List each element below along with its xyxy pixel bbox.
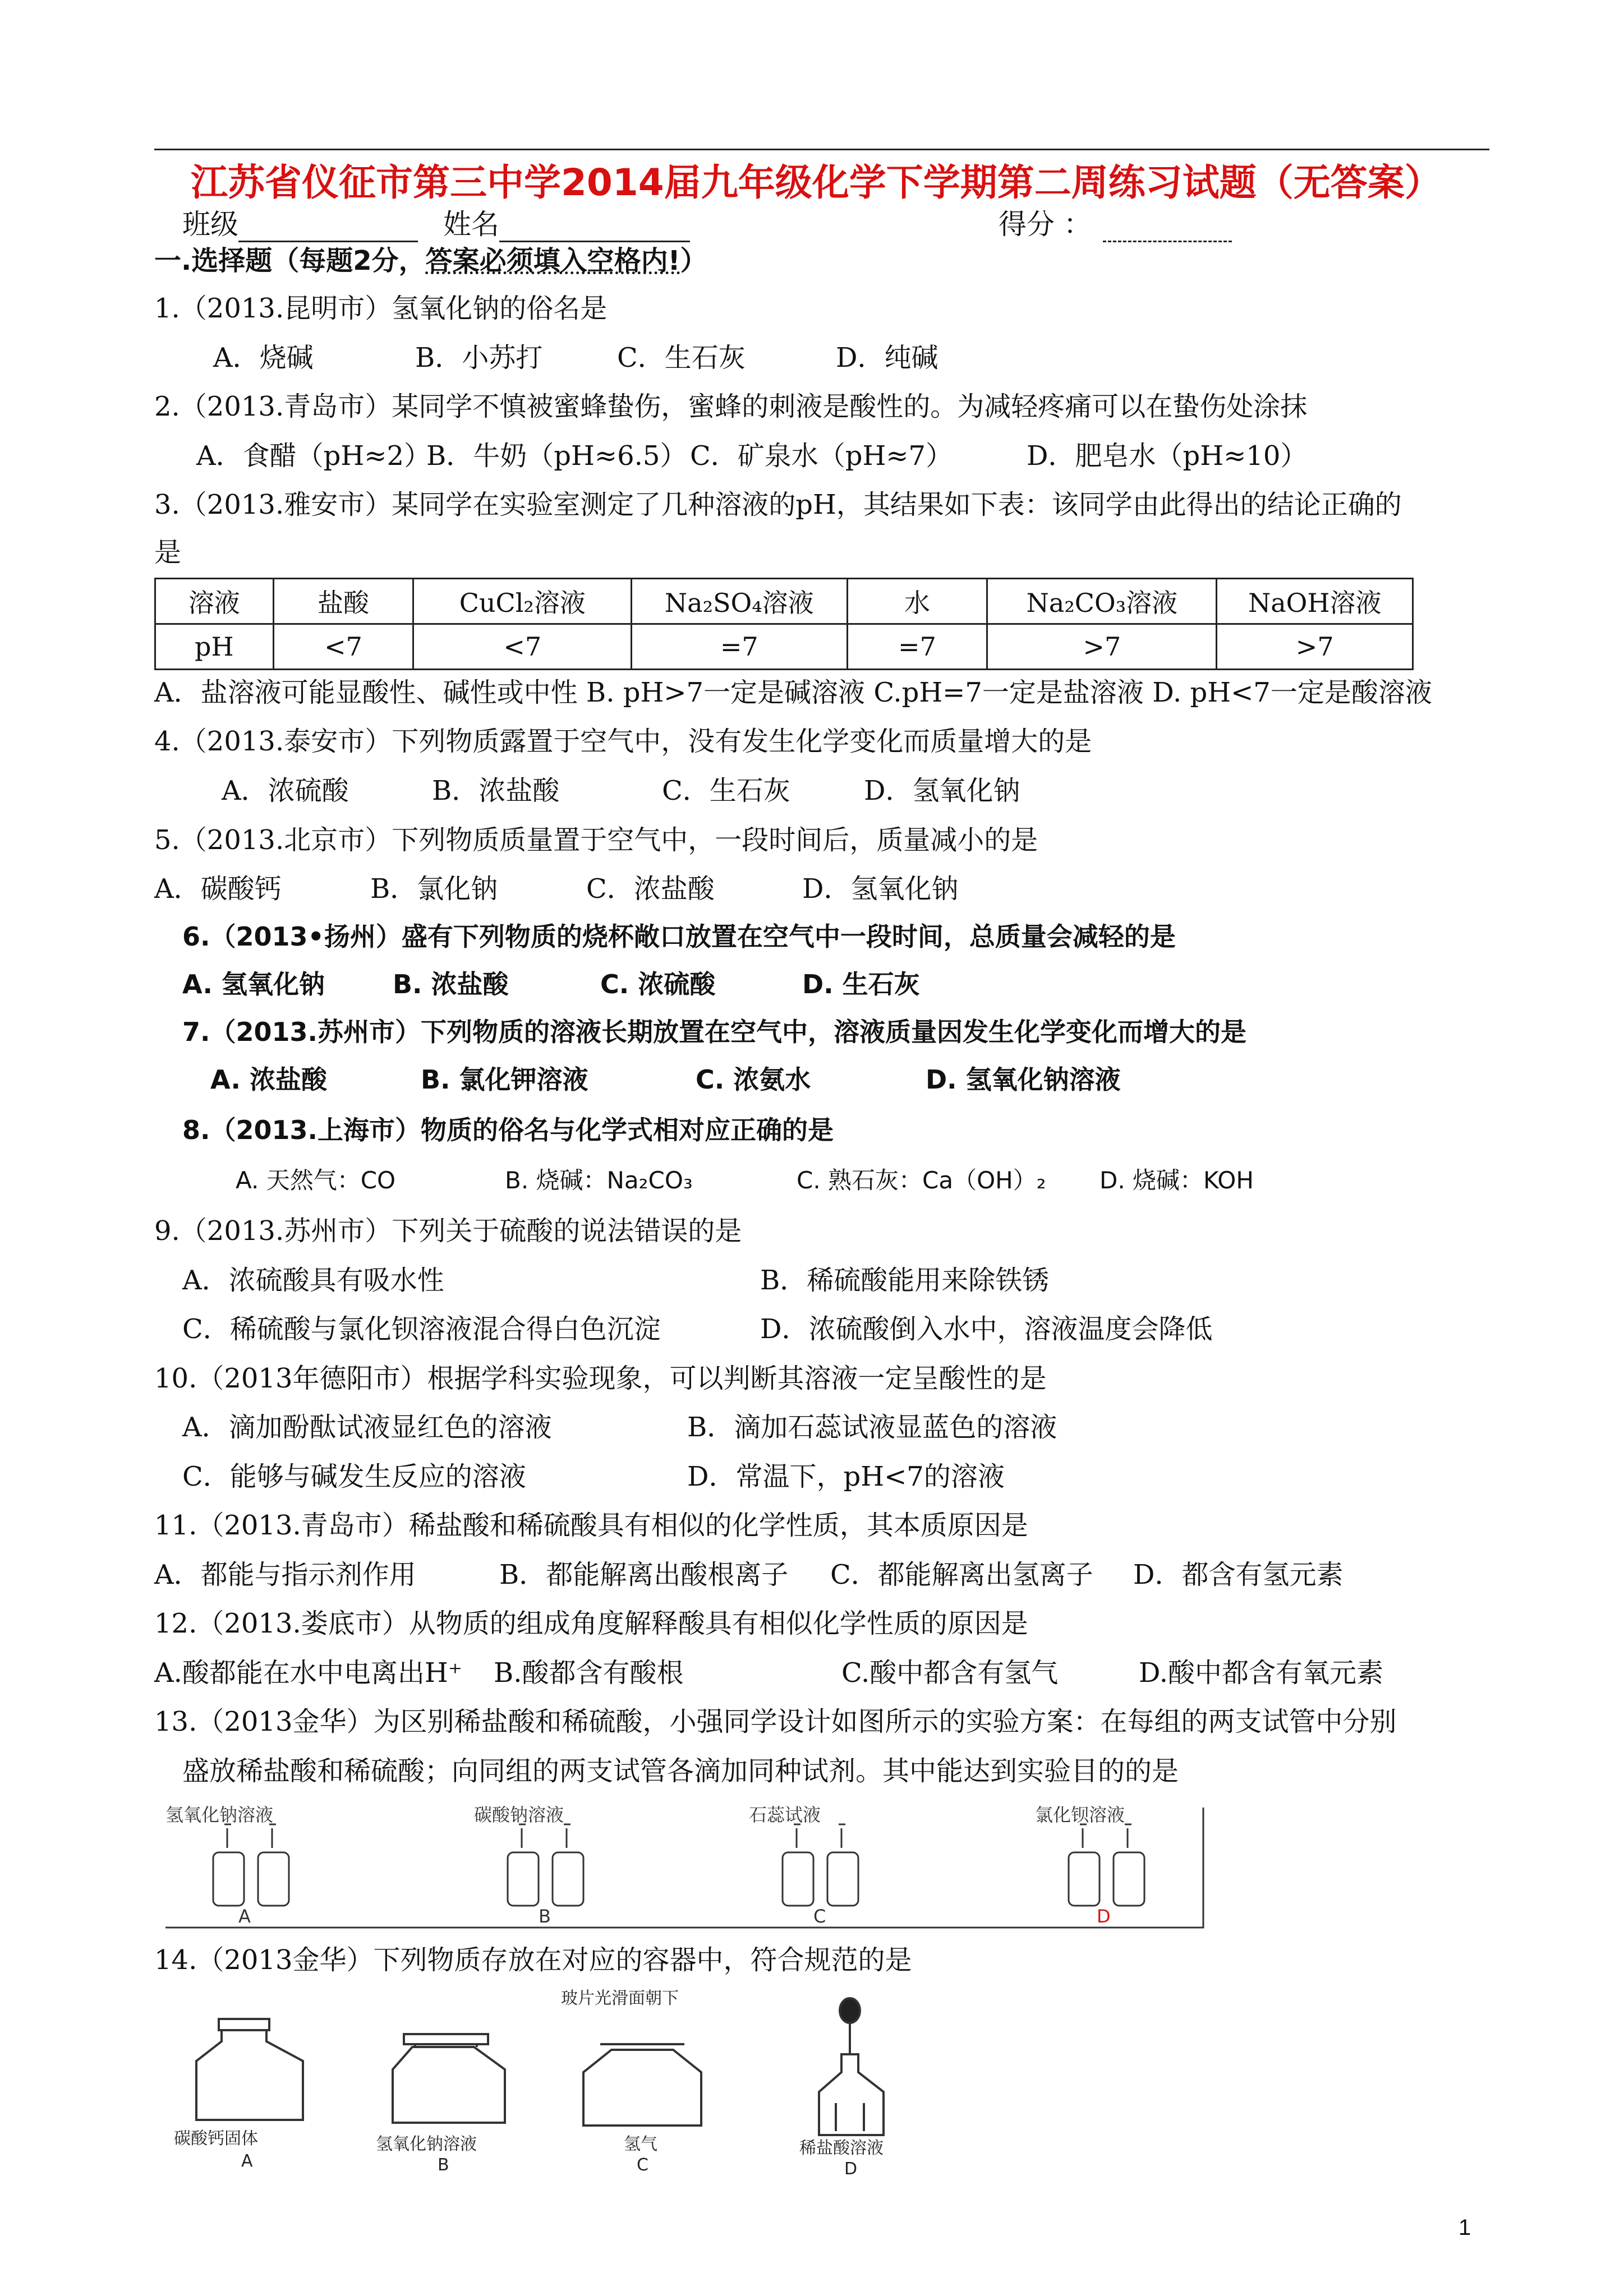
table-row [155,624,1413,670]
q4-option-b[interactable]: B．浓盐酸 [432,775,560,806]
score-blank[interactable] [1103,210,1232,242]
q12-option-b[interactable]: B.酸都含有酸根 [494,1657,684,1689]
q12-option-a[interactable]: A.酸都能在水中电离出H⁺ [154,1657,463,1689]
q6-option-a[interactable]: A. 氢氧化钠 [182,969,325,999]
ph-table [154,578,1414,670]
q10-option-a[interactable]: A．滴加酚酞试液显红色的溶液 [182,1412,552,1443]
q6-stem: 6.（2013•扬州）盛有下列物质的烧杯敞口放置在空气中一段时间，总质量会减轻的是 [182,921,1176,952]
q9-option-c[interactable]: C．稀硫酸与氯化钡溶液混合得白色沉淀 [182,1313,661,1345]
table-cell: 水 [847,579,987,624]
reagent-label: 石蕊试液 [749,1804,821,1825]
q1-option-d[interactable]: D．纯碱 [836,342,938,374]
container-label: 碳酸钙固体 [174,2129,258,2149]
q7-stem: 7.（2013.苏州市）下列物质的溶液长期放置在空气中，溶液质量因发生化学变化而增大的是 [182,1017,1246,1047]
q10-stem: 10.（2013年德阳市）根据学科实验现象，可以判断其溶液一定呈酸性的是 [154,1363,1047,1394]
container-label: 氢氧化钠溶液 [376,2134,477,2154]
class-field: 班级 [182,202,418,242]
q6-option-b[interactable]: B. 浓盐酸 [393,969,509,999]
q8-stem: 8.（2013.上海市）物质的俗名与化学式相对应正确的是 [182,1115,834,1145]
q5-option-c[interactable]: C．浓盐酸 [586,873,715,905]
score-field: 得分 ： [999,202,1232,242]
q1-option-c[interactable]: C．生石灰 [617,342,746,374]
q4-stem: 4.（2013.泰安市）下列物质露置于空气中，没有发生化学变化而质量增大的是 [154,726,1092,757]
page-title: 江苏省仪征市第三中学2014届九年级化学下学期第二周练习试题（无答案） [191,161,1442,204]
table-cell: CuCl₂溶液 [413,579,632,624]
q13-figure [160,1803,1214,1929]
q12-stem: 12.（2013.娄底市）从物质的组成角度解释酸具有相似化学性质的原因是 [154,1608,1028,1639]
q5-option-b[interactable]: B．氯化钠 [370,873,498,905]
q7-option-b[interactable]: B. 氯化钾溶液 [421,1064,588,1095]
q4-option-c[interactable]: C．生石灰 [662,775,790,806]
table-cell: Na₂CO₃溶液 [987,579,1217,624]
q5-option-d[interactable]: D．氢氧化钠 [802,873,959,905]
container-letter: C [637,2155,648,2175]
q8-option-a[interactable]: A. 天然气：CO [236,1167,396,1194]
container-diagram [168,1988,982,2179]
group-label: D [1097,1906,1111,1927]
reagent-label: 碳酸钠溶液 [474,1804,564,1825]
q8-option-c[interactable]: C. 熟石灰：Ca（OH）₂ [797,1167,1046,1194]
q14-figure [168,1988,982,2179]
q9-option-a[interactable]: A．浓硫酸具有吸水性 [182,1265,444,1296]
table-cell: <7 [413,624,632,670]
q3-stem-line1: 3.（2013.雅安市）某同学在实验室测定了几种溶液的pH，其结果如下表：该同学由此得出的结论正确的 [154,489,1402,520]
q5-option-a[interactable]: A．碳酸钙 [154,873,282,905]
table-cell: NaOH溶液 [1217,579,1413,624]
page-number: 1 [1459,2215,1471,2240]
q11-option-a[interactable]: A．都能与指示剂作用 [154,1559,416,1590]
reagent-label: 氯化钡溶液 [1035,1804,1125,1825]
q2-option-d[interactable]: D．肥皂水（pH≈10） [1027,440,1308,472]
q2-stem: 2.（2013.青岛市）某同学不慎被蜜蜂蛰伤，蜜蜂的刺液是酸性的。为减轻疼痛可以在蛰伤处涂抹 [154,391,1308,422]
reagent-label: 氢氧化钠溶液 [165,1804,274,1825]
table-cell: Na₂SO₄溶液 [632,579,847,624]
q10-option-b[interactable]: B．滴加石蕊试液显蓝色的溶液 [687,1412,1057,1443]
container-letter: B [438,2155,449,2175]
q10-option-d[interactable]: D．常温下，pH<7的溶液 [687,1461,1005,1492]
q14-stem: 14.（2013金华）下列物质存放在对应的容器中，符合规范的是 [154,1944,912,1976]
q11-option-d[interactable]: D．都含有氢元素 [1133,1559,1344,1590]
container-label: 氢气 [624,2134,657,2154]
q4-option-a[interactable]: A．浓硫酸 [222,775,349,806]
container-label: 稀盐酸溶液 [799,2138,884,2158]
container-letter: D [844,2159,858,2179]
table-cell: =7 [632,624,847,670]
table-cell: >7 [1217,624,1413,670]
q1-option-b[interactable]: B．小苏打 [415,342,543,374]
table-cell: 溶液 [155,579,274,624]
q1-stem: 1.（2013.昆明市）氢氧化钠的俗名是 [154,293,608,324]
q6-option-c[interactable]: C. 浓硫酸 [600,969,716,999]
table-cell: =7 [847,624,987,670]
group-label: C [813,1906,826,1927]
q2-option-c[interactable]: C．矿泉水（pH≈7） [690,440,953,472]
q5-stem: 5.（2013.北京市）下列物质质量置于空气中，一段时间后，质量减小的是 [154,824,1038,856]
q2-option-a[interactable]: A．食醋（pH≈2） [196,440,431,472]
q13-stem-line2: 盛放稀盐酸和稀硫酸；向同组的两支试管各滴加同种试剂。其中能达到实验目的的是 [182,1755,1179,1787]
table-cell: >7 [987,624,1217,670]
name-field: 姓名 [443,202,690,242]
q13-stem-line1: 13.（2013金华）为区别稀盐酸和稀硫酸，小强同学设计如图所示的实验方案：在每组的两支试管中分别 [154,1706,1397,1737]
q11-option-c[interactable]: C．都能解离出氢离子 [830,1559,1093,1590]
q9-option-d[interactable]: D．浓硫酸倒入水中，溶液温度会降低 [760,1313,1213,1345]
container-letter: A [241,2151,253,2171]
q7-option-a[interactable]: A. 浓盐酸 [210,1064,327,1095]
q4-option-d[interactable]: D．氢氧化钠 [864,775,1020,806]
group-label: A [238,1906,251,1927]
test-tube-diagram [160,1803,1214,1929]
class-blank[interactable] [238,210,418,242]
q3-stem-line2: 是 [154,537,182,568]
table-cell: <7 [273,624,413,670]
q8-option-d[interactable]: D. 烧碱：KOH [1099,1167,1254,1194]
q11-stem: 11.（2013.青岛市）稀盐酸和稀硫酸具有相似的化学性质，其本质原因是 [154,1510,1028,1541]
top-rule [154,149,1489,150]
table-row [155,579,1413,624]
q7-option-c[interactable]: C. 浓氨水 [696,1064,811,1095]
q11-option-b[interactable]: B．都能解离出酸根离子 [499,1559,789,1590]
q9-option-b[interactable]: B．稀硫酸能用来除铁锈 [760,1265,1050,1296]
q12-option-c[interactable]: C.酸中都含有氢气 [841,1657,1059,1689]
q14-note: 玻片光滑面朝下 [561,1989,679,2008]
q12-option-d[interactable]: D.酸中都含有氧元素 [1139,1657,1384,1689]
group-label: B [539,1906,551,1927]
table-cell: pH [155,624,274,670]
name-blank[interactable] [499,210,690,242]
q2-option-b[interactable]: B．牛奶（pH≈6.5） [426,440,687,472]
table-cell: 盐酸 [273,579,413,624]
q10-option-c[interactable]: C．能够与碱发生反应的溶液 [182,1461,526,1492]
q6-option-d[interactable]: D. 生石灰 [802,969,920,999]
q3-options[interactable]: A．盐溶液可能显酸性、碱性或中性 B. pH>7一定是碱溶液 C.pH=7一定是盐溶液 D. pH<7一定是酸溶液 [154,677,1432,708]
q9-stem: 9.（2013.苏州市）下列关于硫酸的说法错误的是 [154,1215,742,1247]
section-heading: 一.选择题（每题2分，答案必须填入空格内!） [154,245,707,276]
q7-option-d[interactable]: D. 氢氧化钠溶液 [926,1064,1121,1095]
q1-option-a[interactable]: A．烧碱 [213,342,314,374]
q8-option-b[interactable]: B. 烧碱：Na₂CO₃ [505,1167,693,1194]
